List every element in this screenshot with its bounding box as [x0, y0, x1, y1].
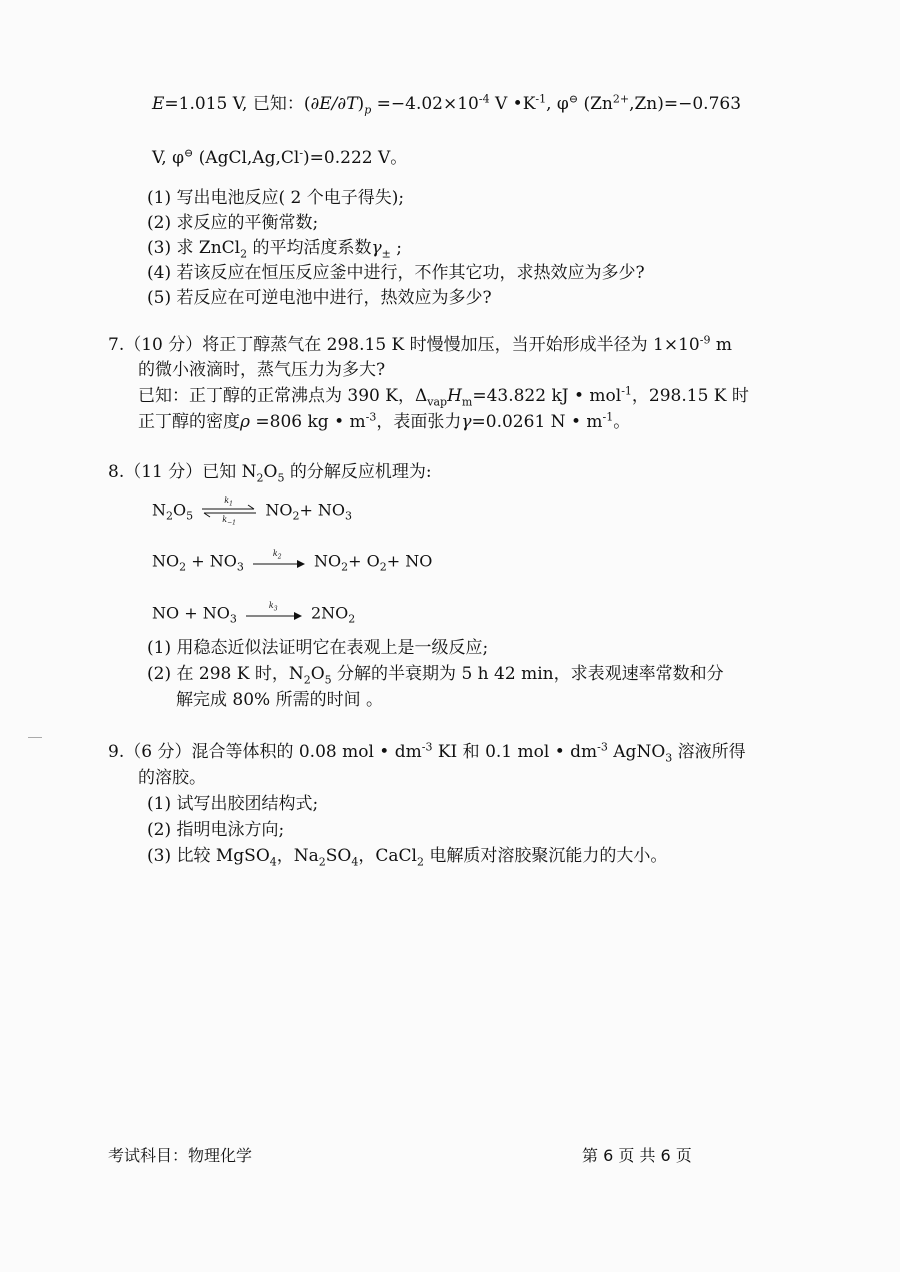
- text: k: [272, 549, 278, 558]
- text: 8.（11 分）已知 N: [108, 462, 257, 482]
- subscript: p: [364, 103, 372, 117]
- subscript: 5: [186, 509, 194, 523]
- superscript: -3: [597, 740, 608, 754]
- subscript: 2: [292, 509, 300, 523]
- superscript: -1: [621, 384, 632, 398]
- rate-constant-label: [222, 515, 236, 527]
- subscript: 2: [179, 560, 187, 574]
- q8-item-2: [147, 662, 724, 686]
- superscript: -1: [535, 92, 547, 106]
- superscript: 2+: [612, 92, 630, 106]
- gamma-symbol: γ: [371, 238, 382, 258]
- text: + NO: [186, 551, 237, 571]
- standard-state-symbol: ⊖: [184, 146, 194, 160]
- text: =1.015 V, 已知：(: [164, 94, 311, 114]
- equilibrium-arrow-icon: [200, 496, 258, 527]
- q8-item-2-cont: 解完成 80% 所需的时间 。: [176, 690, 383, 710]
- q6-item-1: (1) 写出电池反应( 2 个电子得失);: [147, 188, 405, 208]
- subscript: 2: [240, 247, 248, 261]
- enthalpy-symbol: H: [447, 386, 462, 406]
- text: 分解的半衰期为 5 h 42 min，求表观速率常数和分: [331, 664, 724, 684]
- text: (3) 比较 MgSO: [147, 846, 270, 866]
- text: 的平均活度系数: [247, 238, 372, 258]
- q9-item-1: (1) 试写出胶团结构式;: [147, 794, 319, 814]
- q6-condition-line-1: [152, 92, 741, 116]
- q7-line-3: [138, 384, 749, 408]
- superscript: -3: [365, 410, 377, 424]
- subscript: 3: [273, 605, 278, 613]
- text: NO: [314, 551, 342, 571]
- subscript: 2: [348, 612, 356, 626]
- text: 。: [613, 412, 631, 432]
- text: + NO: [299, 500, 346, 520]
- q7-line-2: 的微小液滴时，蒸气压力为多大?: [138, 360, 386, 380]
- subscript: 2: [277, 553, 282, 561]
- text: O: [263, 462, 278, 482]
- text: + O: [348, 551, 380, 571]
- footer-subject: 考试科目：物理化学: [108, 1146, 253, 1165]
- text: =806 kg • m: [250, 412, 366, 432]
- scan-mark: [28, 737, 42, 738]
- text: ，CaCl: [358, 846, 417, 866]
- subscript: −1: [227, 519, 236, 527]
- text: 的分解反应机理为:: [284, 462, 432, 482]
- rate-constant-label: [268, 601, 278, 613]
- rate-constant-label: [224, 496, 233, 508]
- text: N: [152, 500, 166, 520]
- q7-line-1: [108, 333, 732, 357]
- q6-item-4: (4) 若该反应在恒压反应釜中进行，不作其它功，求热效应为多少?: [147, 263, 645, 283]
- text: 正丁醇的密度: [138, 412, 240, 432]
- text: NO: [265, 500, 293, 520]
- footer-page-number: 第 6 页 共 6 页: [582, 1146, 692, 1165]
- subscript: 2: [318, 855, 326, 869]
- text: O: [310, 664, 325, 684]
- text: (3) 求 ZnCl: [147, 238, 241, 258]
- forward-arrow-icon: [251, 551, 307, 573]
- text: , φ: [546, 94, 569, 114]
- text: 溶液所得: [672, 742, 746, 762]
- q9-line-1: [108, 740, 746, 764]
- q6-item-5: (5) 若反应在可逆电池中进行，热效应为多少?: [147, 288, 492, 308]
- q9-item-2: (2) 指明电泳方向;: [147, 820, 285, 840]
- text: m: [710, 335, 732, 355]
- rho-symbol: ρ: [240, 412, 250, 432]
- reaction-2: [152, 551, 432, 573]
- q8-item-1: (1) 用稳态近似法证明它在表观上是一级反应;: [147, 638, 489, 658]
- subscript: 2: [416, 855, 424, 869]
- text: KI 和 0.1 mol • dm: [432, 742, 598, 762]
- subscript: 3: [345, 509, 353, 523]
- text: 2NO: [311, 603, 349, 623]
- superscript: -4: [478, 92, 490, 106]
- text: ，298.15 K 时: [631, 386, 749, 406]
- subscript: ±: [381, 247, 391, 261]
- subscript: m: [461, 395, 473, 409]
- text: ，表面张力: [376, 412, 462, 432]
- text: + NO: [386, 551, 433, 571]
- text: V, φ: [152, 148, 185, 168]
- text: 9.（6 分）混合等体积的 0.08 mol • dm: [108, 742, 422, 762]
- subscript: vap: [427, 395, 448, 409]
- partial-derivative: ∂E/∂T: [310, 94, 358, 114]
- q8-title: [108, 460, 432, 484]
- subscript: 2: [379, 560, 387, 574]
- text: ,Zn)=−0.763: [629, 94, 742, 114]
- text: (2) 在 298 K 时，N: [147, 664, 304, 684]
- subscript: 2: [256, 471, 264, 485]
- text: NO: [152, 551, 180, 571]
- text: SO: [325, 846, 352, 866]
- subscript: 3: [665, 751, 673, 765]
- text: AgNO: [607, 742, 666, 762]
- subscript: 3: [236, 560, 244, 574]
- text: V •K: [489, 94, 536, 114]
- forward-arrow-icon: [244, 603, 304, 625]
- text: =0.0261 N • m: [471, 412, 603, 432]
- subscript: 2: [303, 673, 311, 687]
- text: (Zn: [578, 94, 613, 114]
- q9-item-3: [147, 844, 667, 868]
- text: 7.（10 分）将正丁醇蒸气在 298.15 K 时慢慢加压，当开始形成半径为 1×10: [108, 335, 700, 355]
- superscript: -3: [421, 740, 433, 754]
- q6-item-2: (2) 求反应的平衡常数;: [147, 213, 319, 233]
- emf-symbol: E: [152, 94, 165, 114]
- text: =−4.02×10: [371, 94, 479, 114]
- q9-line-2: 的溶胶。: [138, 768, 206, 788]
- subscript: 4: [269, 855, 277, 869]
- gamma-symbol: γ: [461, 412, 472, 432]
- rate-constant-label: [272, 549, 282, 561]
- subscript: 2: [341, 560, 349, 574]
- text: =43.822 kJ • mol: [472, 386, 622, 406]
- q6-item-3: [147, 236, 402, 260]
- superscript: -1: [602, 410, 614, 424]
- text: k: [268, 601, 274, 610]
- reaction-1: [152, 496, 353, 527]
- subscript: 1: [229, 500, 233, 508]
- text: NO + NO: [152, 603, 230, 623]
- standard-state-symbol: ⊖: [568, 92, 579, 106]
- text: 电解质对溶胶聚沉能力的大小。: [423, 846, 668, 866]
- superscript: -9: [699, 333, 711, 347]
- text: 已知：正丁醇的正常沸点为 390 K，Δ: [138, 386, 428, 406]
- superscript: -: [299, 146, 304, 160]
- reaction-3: [152, 603, 355, 625]
- text: k: [222, 515, 228, 524]
- subscript: 2: [166, 509, 173, 523]
- text: )=0.222 V。: [303, 148, 408, 168]
- text: ，Na: [276, 846, 319, 866]
- subscript: 4: [351, 855, 359, 869]
- subscript: 5: [324, 673, 332, 687]
- q7-line-4: [138, 410, 630, 434]
- q6-condition-line-2: [152, 146, 407, 170]
- text: ): [357, 94, 365, 114]
- text: k: [224, 496, 230, 505]
- subscript: 5: [277, 471, 285, 485]
- subscript: 3: [229, 612, 237, 626]
- text: ;: [390, 238, 403, 258]
- text: O: [173, 500, 187, 520]
- text: (AgCl,Ag,Cl: [193, 148, 300, 168]
